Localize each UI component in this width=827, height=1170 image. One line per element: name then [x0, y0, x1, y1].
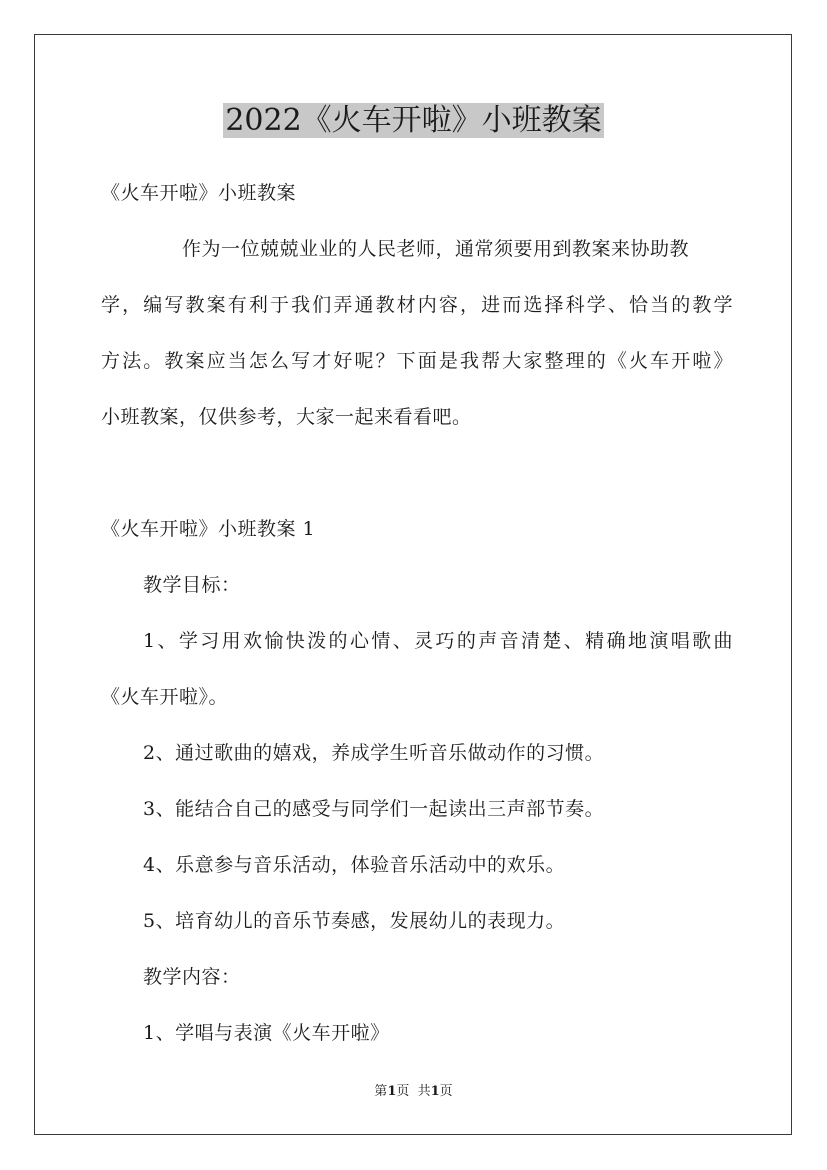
goal-1-line-1: 1、学习用欢愉快泼的心情、灵巧的声音清楚、精确地演唱歌曲: [143, 630, 733, 652]
goals-heading: 教学目标：: [143, 574, 241, 596]
footer-page-prefix: 第: [374, 1084, 388, 1099]
goal-4: 4、乐意参与音乐活动，体验音乐活动中的欢乐。: [143, 854, 566, 876]
document-title: [0, 100, 827, 142]
section-heading: 《火车开啦》小班教案 1: [101, 518, 316, 540]
intro-line-3: 方法。教案应当怎么写才好呢？下面是我帮大家整理的《火车开啦》: [101, 350, 733, 372]
spacer: [101, 445, 733, 501]
document-title-text: 2022《火车开啦》小班教案: [225, 103, 602, 138]
intro-line-1: 作为一位兢兢业业的人民老师，通常须要用到教案来协助教: [182, 238, 690, 260]
footer-page-mid: 页 共: [396, 1084, 431, 1099]
subtitle: 《火车开啦》小班教案: [101, 182, 297, 204]
intro-line-2: 学，编写教案有利于我们弄通教材内容，进而选择科学、恰当的教学: [101, 294, 733, 316]
content-heading: 教学内容：: [143, 966, 241, 988]
footer-page-suffix: 页: [439, 1084, 453, 1099]
footer-page-current: 1: [387, 1084, 397, 1099]
content-item-1: 1、学唱与表演《火车开啦》: [143, 1022, 390, 1044]
document-body: [101, 165, 733, 1061]
goal-3: 3、能结合自己的感受与同学们一起读出三声部节奏。: [143, 798, 605, 820]
goal-5: 5、培育幼儿的音乐节奏感，发展幼儿的表现力。: [143, 910, 566, 932]
goal-1-line-2: 《火车开啦》。: [101, 686, 229, 708]
footer-page-total: 1: [430, 1084, 440, 1099]
goal-2: 2、通过歌曲的嬉戏，养成学生听音乐做动作的习惯。: [143, 742, 605, 764]
page-footer: [0, 1083, 827, 1101]
intro-line-4: 小班教案，仅供参考，大家一起来看看吧。: [101, 406, 472, 428]
